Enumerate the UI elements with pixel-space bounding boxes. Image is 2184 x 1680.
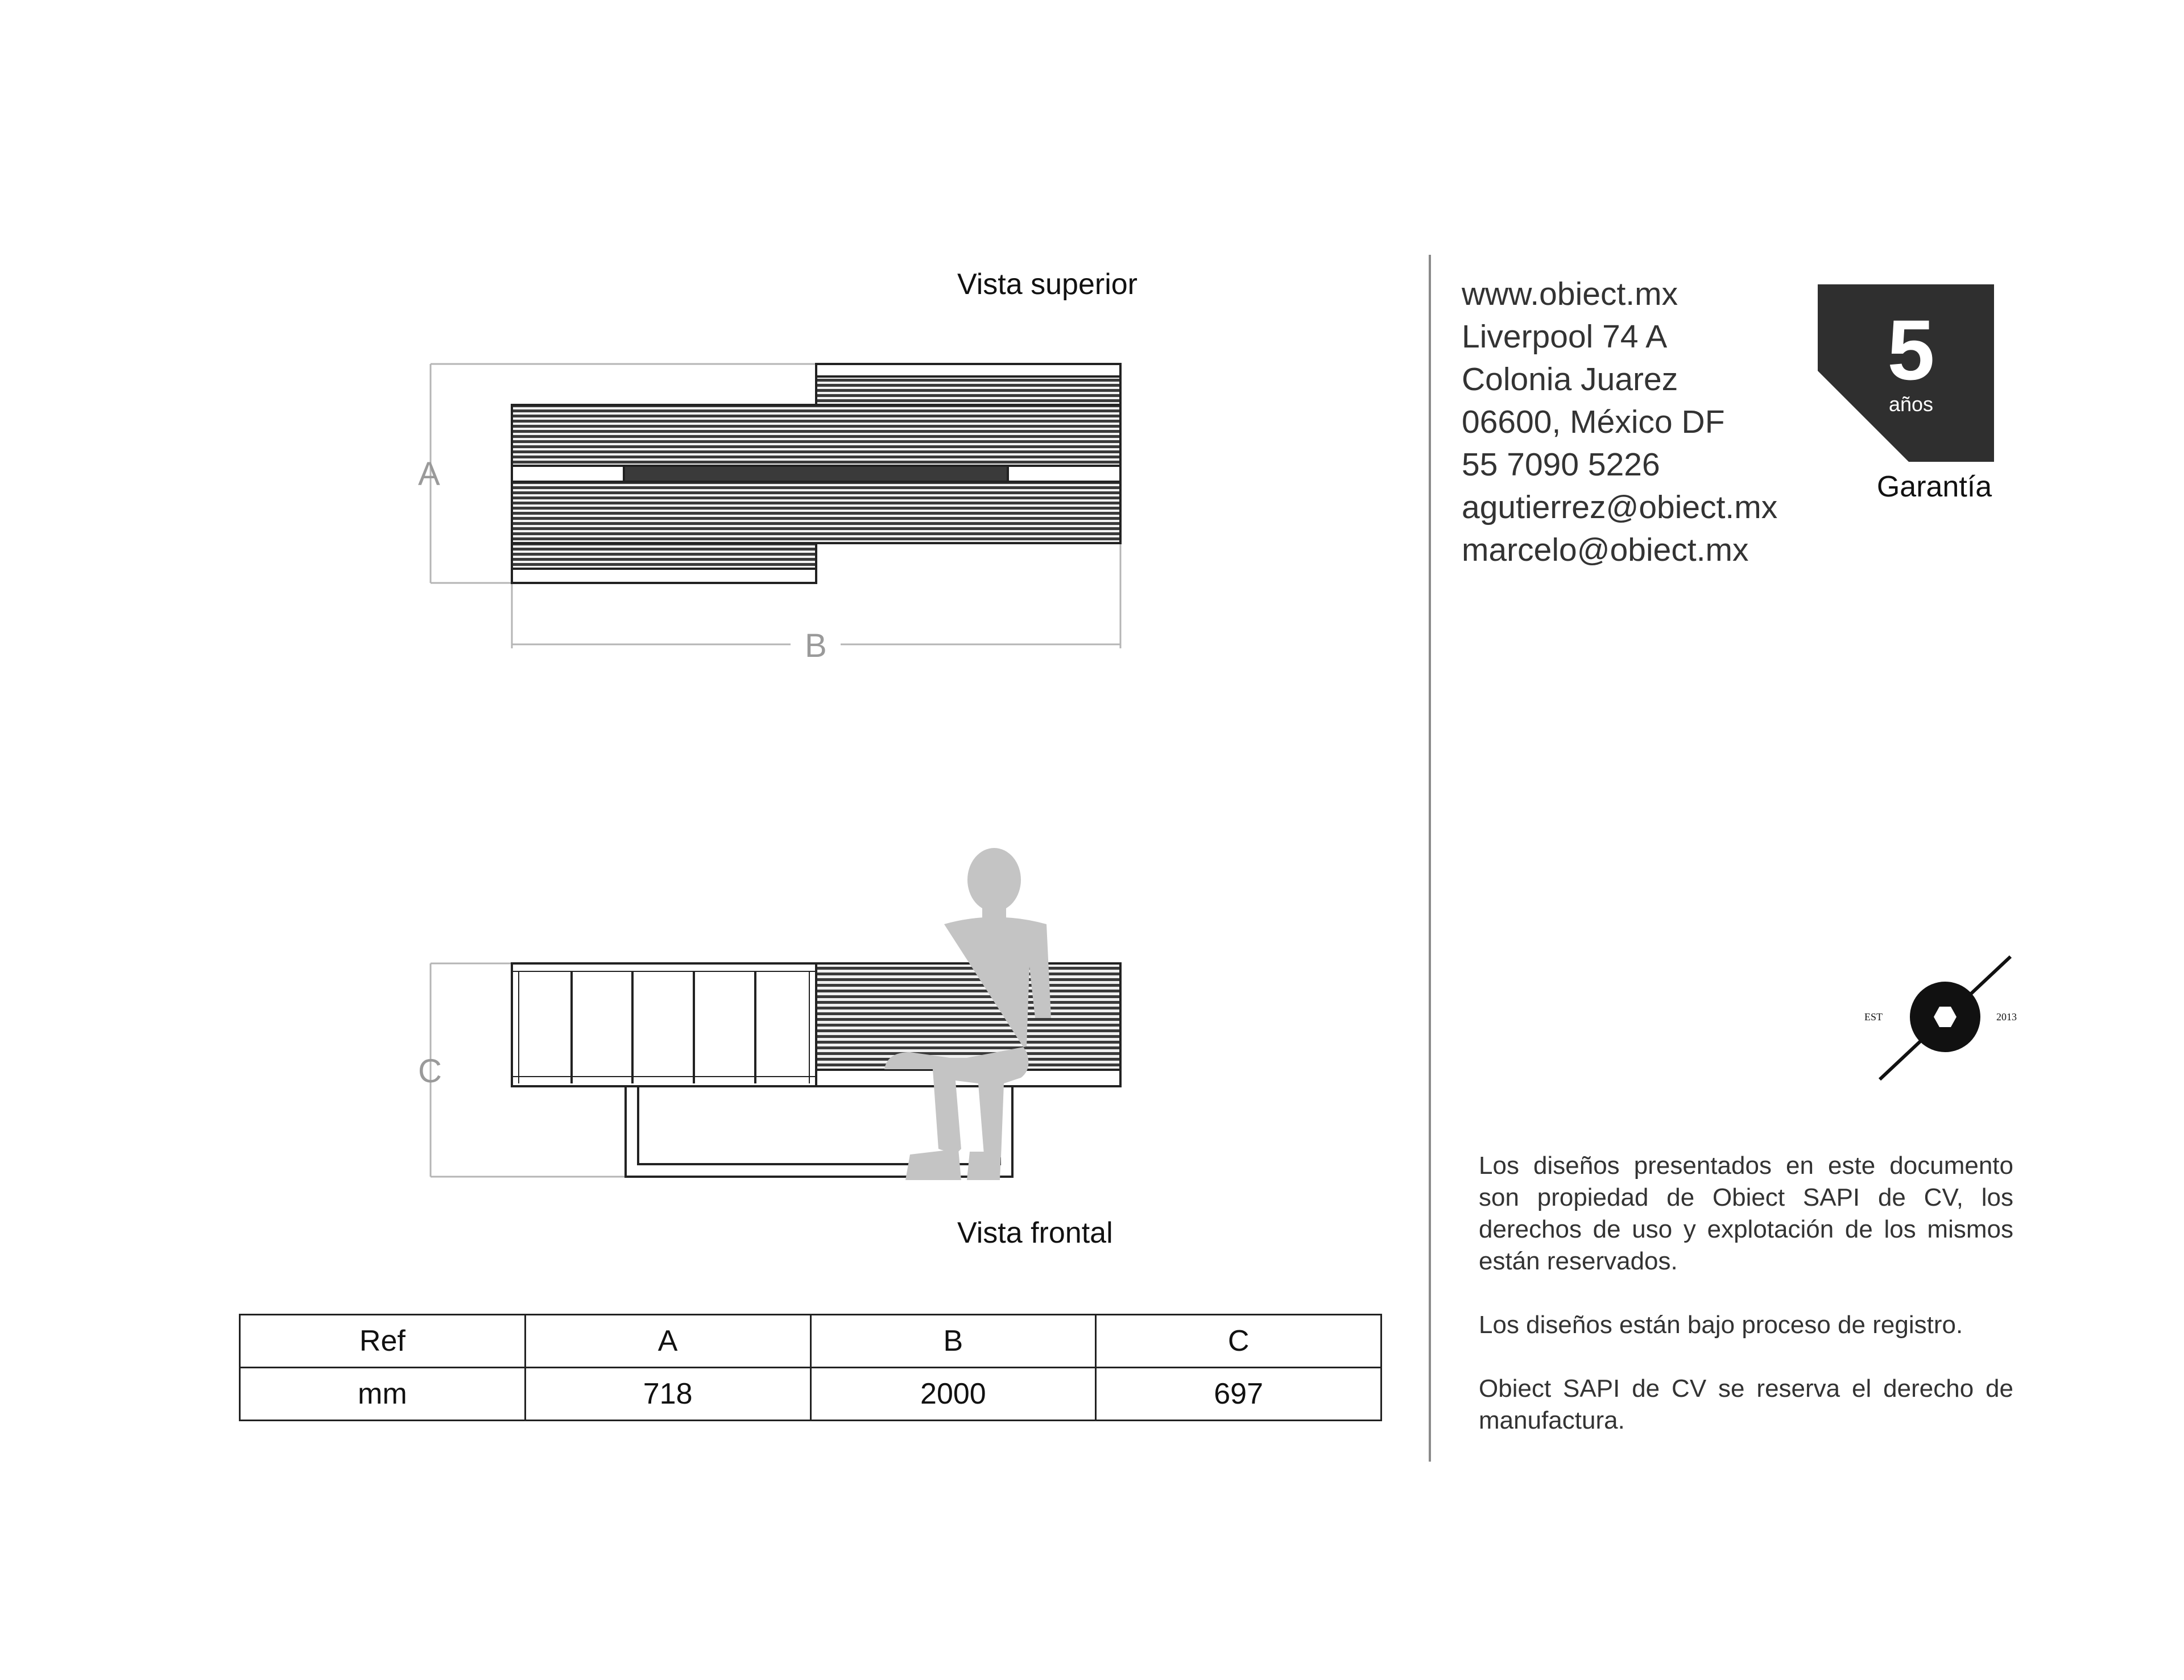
- address-street: Liverpool 74 A: [1462, 318, 1668, 355]
- vertical-divider: [1429, 255, 1431, 1462]
- logo-est-text: EST: [1864, 1011, 1883, 1023]
- legal-paragraph-manufacturing: Obiect SAPI de CV se reserva el derecho de manufactura.: [1479, 1375, 2013, 1434]
- obiect-logo-icon: [1854, 950, 2025, 1086]
- table-header-cell: Ref: [240, 1315, 526, 1368]
- table-header-row: [240, 1315, 1381, 1368]
- top-view-title: Vista superior: [957, 268, 1138, 301]
- logo-year-text: 2013: [1996, 1011, 2017, 1023]
- website-link[interactable]: www.obiect.mx: [1462, 276, 1678, 312]
- email-link[interactable]: agutierrez@obiect.mx: [1462, 489, 1778, 525]
- table-header-cell: B: [810, 1315, 1096, 1368]
- warranty-years: 5: [1887, 302, 1935, 398]
- table-cell: mm: [240, 1368, 526, 1421]
- phone-number: 55 7090 5226: [1462, 446, 1660, 483]
- dimension-b-label: B: [805, 627, 827, 664]
- table-header-cell: C: [1096, 1315, 1381, 1368]
- email-link[interactable]: marcelo@obiect.mx: [1462, 532, 1749, 568]
- table-cell: 697: [1096, 1368, 1381, 1421]
- warranty-unit: años: [1888, 392, 1934, 416]
- table-cell: 2000: [810, 1368, 1096, 1421]
- dimension-c-label: C: [418, 1053, 442, 1090]
- warranty-label: Garantía: [1876, 470, 1992, 503]
- legal-paragraph-registration: Los diseños están bajo proceso de registro.: [1479, 1311, 1963, 1339]
- legal-notice: [1479, 1150, 2013, 1468]
- address-colonia: Colonia Juarez: [1462, 361, 1678, 398]
- contact-block: [1462, 273, 1777, 572]
- address-city: 06600, México DF: [1462, 404, 1725, 440]
- dimension-a-label: A: [418, 456, 440, 493]
- table-row: [240, 1368, 1381, 1421]
- legal-paragraph-ownership: Los diseños presentados en este documento son propiedad de Obiect SAPI de CV, los derechos de uso y explotación de los mismos están reservados.: [1479, 1152, 2013, 1275]
- dimensions-table: [239, 1314, 1382, 1421]
- technical-drawing: [0, 0, 1410, 1251]
- front-view-drawing: [512, 963, 1120, 1177]
- table-header-cell: A: [525, 1315, 810, 1368]
- front-view-title: Vista frontal: [957, 1216, 1113, 1249]
- top-view-drawing: [512, 364, 1120, 583]
- table-cell: 718: [525, 1368, 810, 1421]
